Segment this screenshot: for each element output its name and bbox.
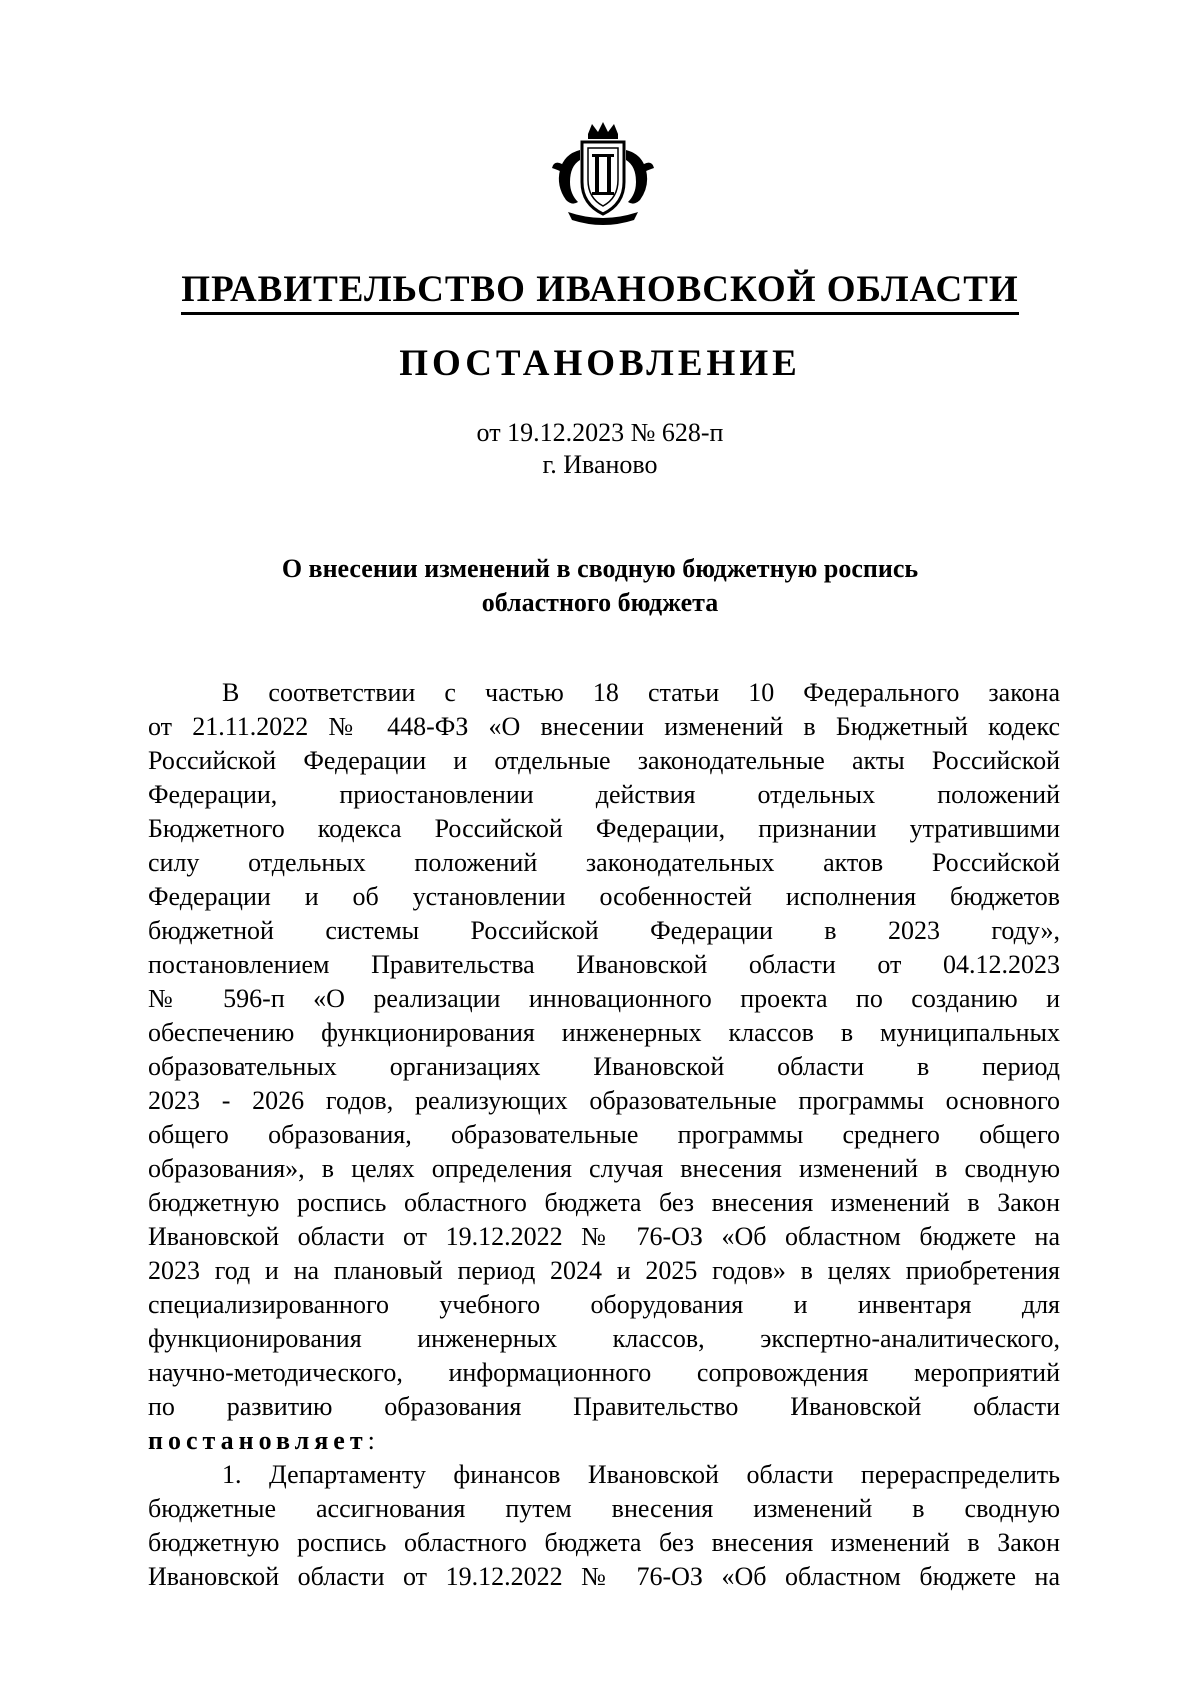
document-type-heading: ПОСТАНОВЛЕНИЕ	[399, 343, 801, 384]
coat-of-arms-icon	[548, 120, 658, 230]
document-date-number: от 19.12.2023 № 628-п	[476, 418, 724, 447]
body-line: Ивановской области от 19.12.2022 № 76-ОЗ «Об областном бюджете на	[148, 1222, 1060, 1251]
body-line: образования», в целях определения случая внесения изменений в сводную	[148, 1154, 1060, 1183]
body-line: функционирования инженерных классов, экспертно-аналитического,	[148, 1324, 1060, 1353]
body-line: Федерации, приостановлении действия отдельных положений	[148, 780, 1060, 809]
point-line: Ивановской области от 19.12.2022 № 76-ОЗ «Об областном бюджете на	[148, 1562, 1060, 1591]
body-line: 2023 - 2026 годов, реализующих образовательные программы основного	[148, 1086, 1060, 1115]
document-subject	[0, 552, 1200, 620]
document-city: г. Иваново	[542, 450, 658, 479]
body-line: Федерации и об установлении особенностей исполнения бюджетов	[148, 882, 1060, 911]
body-line: специализированного учебного оборудования и инвентаря для	[148, 1290, 1060, 1319]
decree-colon: :	[367, 1426, 375, 1455]
body-line: общего образования, образовательные программы среднего общего	[148, 1120, 1060, 1149]
point-line: 1. Департаменту финансов Ивановской области перераспределить	[222, 1460, 1060, 1489]
body-line: бюджетную роспись областного бюджета без внесения изменений в Закон	[148, 1188, 1060, 1217]
body-line: бюджетной системы Российской Федерации в 2023 году»,	[148, 916, 1060, 945]
point-line: бюджетные ассигнования путем внесения изменений в сводную	[148, 1494, 1060, 1523]
body-line: Российской Федерации и отдельные законодательные акты Российской	[148, 746, 1060, 775]
body-line: 2023 год и на плановый период 2024 и 2025 годов» в целях приобретения	[148, 1256, 1060, 1285]
body-line: Бюджетного кодекса Российской Федерации, признании утратившими	[148, 814, 1060, 843]
body-line: обеспечению функционирования инженерных классов в муниципальных	[148, 1018, 1060, 1047]
subject-line: областного бюджета	[481, 588, 719, 617]
organization-title: ПРАВИТЕЛЬСТВО ИВАНОВСКОЙ ОБЛАСТИ	[0, 268, 1200, 311]
subject-line: О внесении изменений в сводную бюджетную роспись	[281, 554, 919, 583]
point-line: бюджетную роспись областного бюджета без внесения изменений в Закон	[148, 1528, 1060, 1557]
body-line: по развитию образования Правительство Ивановской области	[148, 1392, 1060, 1421]
document-body	[148, 676, 1060, 1594]
body-line: В соответствии с частью 18 статьи 10 Федерального закона	[222, 678, 1060, 707]
body-line: постановлением Правительства Ивановской области от 04.12.2023	[148, 950, 1060, 979]
body-line: № 596-п «О реализации инновационного проекта по созданию и	[148, 984, 1060, 1013]
body-line: от 21.11.2022 № 448-ФЗ «О внесении изменений в Бюджетный кодекс	[148, 712, 1060, 741]
body-line: научно-методического, информационного сопровождения мероприятий	[148, 1358, 1060, 1387]
decree-word: постановляет	[148, 1426, 368, 1455]
body-line: силу отдельных положений законодательных актов Российской	[148, 848, 1060, 877]
body-line: образовательных организациях Ивановской области в период	[148, 1052, 1060, 1081]
decree-line	[148, 1424, 1060, 1458]
